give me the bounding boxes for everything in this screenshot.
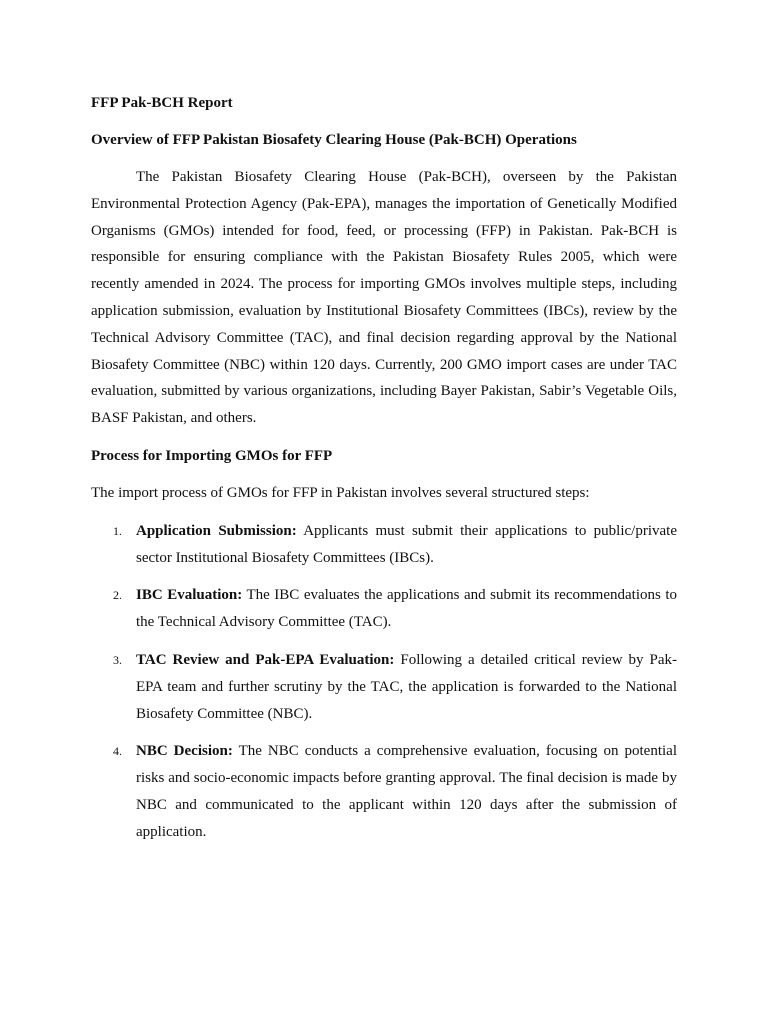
process-steps-list — [91, 518, 677, 846]
step-lead: NBC Decision: — [136, 743, 233, 760]
step-text: The NBC conducts a comprehensive evaluation, focusing on potential risks and socio-economic impacts before granting approval. The final decision is made by NBC and communicated to the applicant within 120 days after the submission of application. — [136, 743, 678, 840]
document-page — [91, 90, 677, 846]
step-text: Following a detailed critical review by Pak-EPA team and further scrutiny by the TAC, the application is forwarded to the National Biosafety Committee (NBC). — [136, 651, 678, 722]
process-intro: The import process of GMOs for FFP in Pakistan involves several structured steps: — [91, 484, 590, 501]
step-lead: IBC Evaluation: — [136, 587, 243, 604]
process-heading: Process for Importing GMOs for FFP — [91, 447, 333, 464]
step-text: The IBC evaluates the applications and submit its recommendations to the Technical Advisory Committee (TAC). — [136, 587, 678, 631]
step-lead: TAC Review and Pak-EPA Evaluation: — [136, 651, 395, 668]
overview-paragraph: The Pakistan Biosafety Clearing House (Pak-BCH), overseen by the Pakistan Environmental Protection Agency (Pak-EPA), manages the importation of Genetically Modified Organisms (GMOs) intended for food, feed, or processing (FFP) in Pakistan. Pak-BCH is responsible for ensuring compliance with the Pakistan Biosafety Rules 2005, which were recently amended in 2024. The process for importing GMOs involves multiple steps, including application submission, evaluation by Institutional Biosafety Committees (IBCs), review by the Technical Advisory Committee (TAC), and final decision regarding approval by the National Biosafety Committee (NBC) within 120 days. Currently, 200 GMO import cases are under TAC evaluation, submitted by various organizations, including Bayer Pakistan, Sabir’s Vegetable Oils, BASF Pakistan, and others. — [91, 169, 677, 427]
step-number: 4. — [113, 744, 122, 759]
step-tac-review — [91, 647, 677, 727]
step-ibc-evaluation — [91, 582, 677, 636]
step-number: 2. — [113, 588, 122, 603]
step-number: 1. — [113, 523, 122, 538]
step-lead: Application Submission: — [136, 522, 297, 539]
step-nbc-decision — [91, 738, 677, 845]
step-text: Applicants must submit their applications to public/private sector Institutional Biosafety Committees (IBCs). — [136, 522, 677, 566]
step-number: 3. — [113, 652, 122, 667]
overview-heading: Overview of FFP Pakistan Biosafety Clearing House (Pak-BCH) Operations — [91, 132, 577, 148]
step-application-submission — [91, 518, 677, 572]
document-title: FFP Pak-BCH Report — [91, 95, 233, 111]
